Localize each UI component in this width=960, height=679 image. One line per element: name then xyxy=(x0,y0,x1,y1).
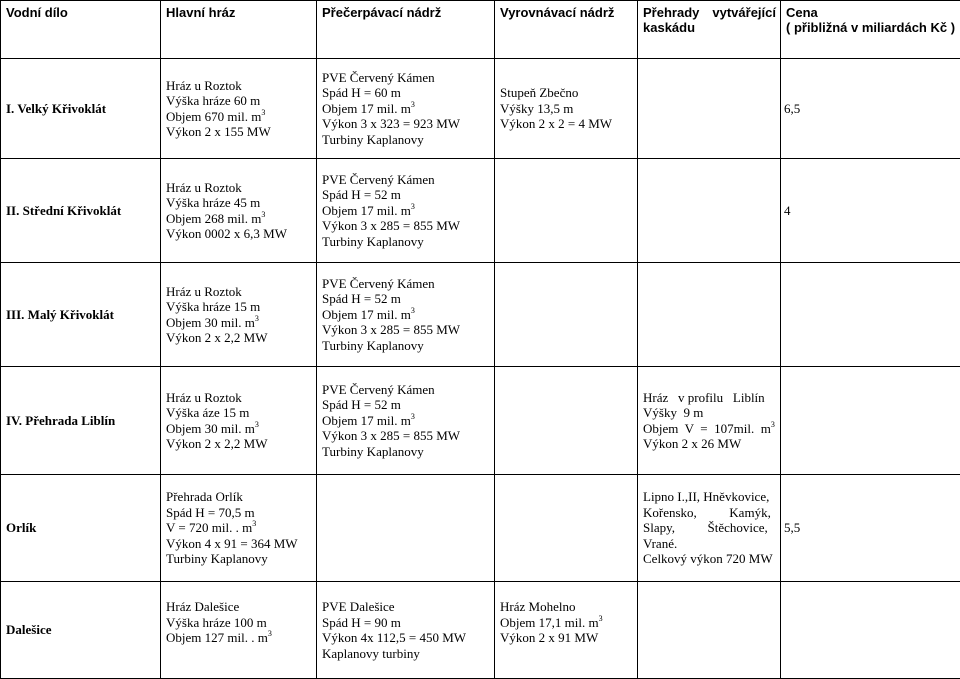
main-dam-cell xyxy=(161,367,317,475)
cascade-cell xyxy=(638,59,781,159)
cell-line: Hráz Mohelno xyxy=(500,599,633,615)
cell-line: Objem 17,1 mil. $m^3$ xyxy=(500,615,633,631)
table-row xyxy=(1,475,960,582)
row-name: II. Střední Křivoklát xyxy=(1,159,161,263)
row-name: III. Malý Křivoklát xyxy=(1,263,161,367)
cell-line: Objem 30 mil. $m^3$ xyxy=(166,315,312,331)
cell-line: Spád H = 60 m xyxy=(322,85,490,101)
cell-line: Objem 17 mil. $m^3$ xyxy=(322,203,490,219)
cell-line: Výkon 3 x 285 = 855 MW xyxy=(322,322,490,338)
header-pumped-storage: Přečerpávací nádrž xyxy=(317,1,495,59)
main-dam-cell xyxy=(161,263,317,367)
cell-line: Hráz Dalešice xyxy=(166,599,312,615)
main-dam-cell xyxy=(161,159,317,263)
cascade-cell xyxy=(638,475,781,582)
cell-line: Turbiny Kaplanovy xyxy=(322,338,490,354)
cascade-cell xyxy=(638,159,781,263)
equalizing-cell xyxy=(495,263,638,367)
table-header-row xyxy=(1,1,960,59)
cell-line: Objem 268 mil. $m^3$ xyxy=(166,211,312,227)
price-cell xyxy=(781,582,960,679)
cell-line: Spád H = 52 m xyxy=(322,187,490,203)
cell-line: Objem 17 mil. $m^3$ xyxy=(322,101,490,117)
header-main-dam: Hlavní hráz xyxy=(161,1,317,59)
row-name: IV. Přehrada Liblín xyxy=(1,367,161,475)
cell-line: Turbiny Kaplanovy xyxy=(322,132,490,148)
header-equalizing-reservoir: Vyrovnávací nádrž xyxy=(495,1,638,59)
cascade-cell xyxy=(638,367,781,475)
cell-line: Stupeň Zbečno xyxy=(500,85,633,101)
cell-line: V = 720 mil. . $m^3$ xyxy=(166,520,312,536)
table-row xyxy=(1,159,960,263)
cell-line: Hráz u Roztok xyxy=(166,390,312,406)
cell-line: Spád H = 52 m xyxy=(322,397,490,413)
table-row xyxy=(1,59,960,159)
cell-line: Výšky 9 m xyxy=(643,405,776,421)
cell-line: Výšky 13,5 m xyxy=(500,101,633,117)
cell-line: Hráz u Roztok xyxy=(166,78,312,94)
cell-line: PVE Dalešice xyxy=(322,599,490,615)
price-cell xyxy=(781,263,960,367)
cell-line: PVE Červený Kámen xyxy=(322,276,490,292)
cell-line: Kaplanovy turbiny xyxy=(322,646,490,662)
table-row xyxy=(1,263,960,367)
cell-line: Objem 17 mil. $m^3$ xyxy=(322,413,490,429)
cell-line: Výška hráze 45 m xyxy=(166,195,312,211)
main-dam-cell xyxy=(161,59,317,159)
cell-line: Výkon 3 x 285 = 855 MW xyxy=(322,218,490,234)
cell-line: Výška áze 15 m xyxy=(166,405,312,421)
cell-line: Výkon 2 x 155 MW xyxy=(166,124,312,140)
cell-line: Objem 127 mil. . $m^3$ xyxy=(166,630,312,646)
price-cell xyxy=(781,367,960,475)
cell-line: Přehrada Orlík xyxy=(166,489,312,505)
cell-line: PVE Červený Kámen xyxy=(322,172,490,188)
main-dam-cell xyxy=(161,582,317,679)
pump-storage-cell xyxy=(317,475,495,582)
cell-line: Objem 17 mil. $m^3$ xyxy=(322,307,490,323)
header-waterwork: Vodní dílo xyxy=(1,1,161,59)
pump-storage-cell xyxy=(317,367,495,475)
cell-line: Výkon 4 x 91 = 364 MW xyxy=(166,536,312,552)
header-cascade-word2: vytvářející xyxy=(712,5,776,20)
cell-line: Slapy, Štěchovice, xyxy=(643,520,776,536)
cascade-cell xyxy=(638,582,781,679)
cell-line: Výška hráze 100 m xyxy=(166,615,312,631)
cell-line: Lipno I.,II, Hněvkovice, xyxy=(643,489,776,505)
cell-line: Výkon 2 x 26 MW xyxy=(643,436,776,452)
cell-line: Výkon 2 x 91 MW xyxy=(500,630,633,646)
cell-line: Hráz v profilu Liblín xyxy=(643,390,776,406)
header-price-line1: Cena xyxy=(786,5,956,20)
header-cascade-dams xyxy=(638,1,781,59)
cell-line xyxy=(500,646,633,662)
pump-storage-cell xyxy=(317,159,495,263)
cell-line xyxy=(166,646,312,662)
header-price-line2: ( přibližná v miliardách Kč ) xyxy=(786,20,956,35)
equalizing-cell xyxy=(495,159,638,263)
cell-line: Výška hráze 60 m xyxy=(166,93,312,109)
cell-line: Hráz u Roztok xyxy=(166,180,312,196)
cell-line: Výkon 0002 x 6,3 MW xyxy=(166,226,312,242)
equalizing-cell xyxy=(495,475,638,582)
cell-line: Turbiny Kaplanovy xyxy=(322,234,490,250)
cell-line: Turbiny Kaplanovy xyxy=(166,551,312,567)
cell-line: Spád H = 52 m xyxy=(322,291,490,307)
cell-line: Hráz u Roztok xyxy=(166,284,312,300)
cell-line: Výkon 2 x 2,2 MW xyxy=(166,436,312,452)
cell-line: Výkon 4x 112,5 = 450 MW xyxy=(322,630,490,646)
cell-line: Výkon 2 x 2,2 MW xyxy=(166,330,312,346)
row-name: I. Velký Křivoklát xyxy=(1,59,161,159)
header-cascade-line2: kaskádu xyxy=(643,20,776,35)
equalizing-cell xyxy=(495,367,638,475)
price-cell: 5,5 xyxy=(781,475,960,582)
cell-line: Celkový výkon 720 MW xyxy=(643,551,776,567)
cell-line: Spád H = 70,5 m xyxy=(166,505,312,521)
cell-line: Výkon 3 x 323 = 923 MW xyxy=(322,116,490,132)
cell-line: PVE Červený Kámen xyxy=(322,70,490,86)
equalizing-cell xyxy=(495,59,638,159)
cell-line: PVE Červený Kámen xyxy=(322,382,490,398)
cell-line: Výkon 3 x 285 = 855 MW xyxy=(322,428,490,444)
table-row xyxy=(1,582,960,679)
pump-storage-cell xyxy=(317,59,495,159)
pump-storage-cell xyxy=(317,582,495,679)
cell-line: Vrané. xyxy=(643,536,776,552)
cell-line: Spád H = 90 m xyxy=(322,615,490,631)
cell-line: Výkon 2 x 2 = 4 MW xyxy=(500,116,633,132)
row-name: Orlík xyxy=(1,475,161,582)
header-cascade-word1: Přehrady xyxy=(643,5,699,20)
cell-line: Objem V = 107mil. $m^3$ xyxy=(643,421,776,437)
cell-line: Turbiny Kaplanovy xyxy=(322,444,490,460)
cell-line: Objem 670 mil. $m^3$ xyxy=(166,109,312,125)
equalizing-cell xyxy=(495,582,638,679)
header-price xyxy=(781,1,960,59)
price-cell: 6,5 xyxy=(781,59,960,159)
cell-line: Kořensko, Kamýk, xyxy=(643,505,776,521)
pump-storage-cell xyxy=(317,263,495,367)
main-dam-cell xyxy=(161,475,317,582)
cell-line: Výška hráze 15 m xyxy=(166,299,312,315)
cell-line: Objem 30 mil. $m^3$ xyxy=(166,421,312,437)
cascade-cell xyxy=(638,263,781,367)
table-row xyxy=(1,367,960,475)
price-cell: 4 xyxy=(781,159,960,263)
row-name: Dalešice xyxy=(1,582,161,679)
